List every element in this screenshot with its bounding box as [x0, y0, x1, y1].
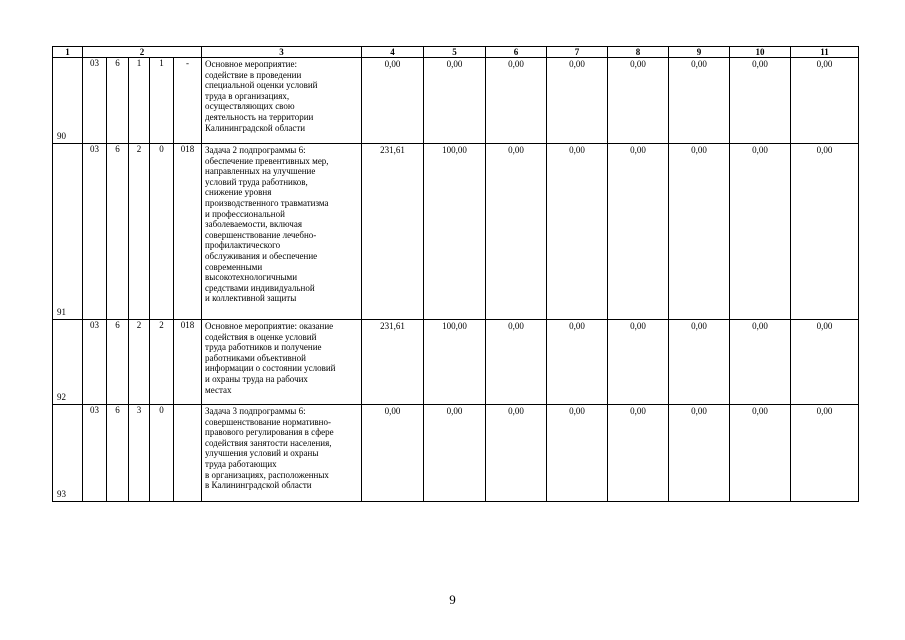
code-cell: 03 [83, 58, 107, 144]
header-cell-7: 7 [547, 47, 608, 58]
code-cell: 03 [83, 320, 107, 405]
value-cell: 0,00 [547, 405, 608, 502]
header-cell-3: 3 [202, 47, 362, 58]
value-cell: 0,00 [669, 58, 730, 144]
code-cell: 2 [150, 320, 174, 405]
value-cell: 0,00 [486, 58, 547, 144]
value-cell: 0,00 [424, 405, 486, 502]
code-cell: - [174, 58, 202, 144]
value-cell: 0,00 [791, 144, 859, 320]
code-cell: 2 [129, 144, 150, 320]
description-cell: Основное мероприятие: оказание содействия в оценке условий труда работников и получение работниками объективной информации о состоянии условий и охраны труда на рабочих местах [202, 320, 362, 405]
value-cell: 0,00 [486, 405, 547, 502]
value-cell: 0,00 [791, 405, 859, 502]
header-cell-1: 1 [53, 47, 83, 58]
value-cell: 0,00 [730, 58, 791, 144]
code-cell: 03 [83, 144, 107, 320]
code-cell [174, 405, 202, 502]
value-cell: 0,00 [730, 320, 791, 405]
code-cell: 018 [174, 144, 202, 320]
value-cell: 0,00 [362, 405, 424, 502]
header-cell-8: 8 [608, 47, 669, 58]
code-cell: 1 [129, 58, 150, 144]
code-cell: 3 [129, 405, 150, 502]
header-cell-2: 2 [83, 47, 202, 58]
row-number: 93 [53, 405, 83, 502]
code-cell: 0 [150, 405, 174, 502]
header-cell-5: 5 [424, 47, 486, 58]
header-cell-11: 11 [791, 47, 859, 58]
code-cell: 6 [107, 320, 129, 405]
description-cell: Задача 2 подпрограммы 6: обеспечение превентивных мер, направленных на улучшение условий труда работников, снижение уровня производственного травматизма и профессиональной заболеваемости, включая совершенствование лечебно- профилактического обслуживания и обеспечение современными высокотехнологичными средствами индивидуальной и коллективной защиты [202, 144, 362, 320]
value-cell: 0,00 [362, 58, 424, 144]
value-cell: 0,00 [608, 405, 669, 502]
table-header-row [53, 47, 859, 58]
table-row [53, 320, 859, 405]
header-cell-9: 9 [669, 47, 730, 58]
table-row [53, 405, 859, 502]
value-cell: 0,00 [486, 320, 547, 405]
table-row [53, 144, 859, 320]
value-cell: 0,00 [669, 320, 730, 405]
header-cell-10: 10 [730, 47, 791, 58]
value-cell: 0,00 [547, 320, 608, 405]
code-cell: 018 [174, 320, 202, 405]
header-cell-6: 6 [486, 47, 547, 58]
value-cell: 231,61 [362, 320, 424, 405]
code-cell: 6 [107, 144, 129, 320]
page-number: 9 [449, 592, 456, 607]
code-cell: 03 [83, 405, 107, 502]
budget-table [52, 46, 859, 502]
value-cell: 0,00 [547, 58, 608, 144]
value-cell: 100,00 [424, 144, 486, 320]
value-cell: 0,00 [791, 58, 859, 144]
description-cell: Основное мероприятие: содействие в проведении специальной оценки условий труда в организациях, осуществляющих свою деятельность на территории Калининградской области [202, 58, 362, 144]
code-cell: 6 [107, 58, 129, 144]
value-cell: 0,00 [730, 144, 791, 320]
row-number: 90 [53, 58, 83, 144]
code-cell: 0 [150, 144, 174, 320]
description-cell: Задача 3 подпрограммы 6: совершенствование нормативно- правового регулирования в сфере содействия занятости населения, улучшения условий и охраны труда работающих в организациях, расположенных в Калининградской области [202, 405, 362, 502]
value-cell: 0,00 [486, 144, 547, 320]
row-number: 91 [53, 144, 83, 320]
value-cell: 100,00 [424, 320, 486, 405]
row-number: 92 [53, 320, 83, 405]
value-cell: 231,61 [362, 144, 424, 320]
value-cell: 0,00 [791, 320, 859, 405]
code-cell: 2 [129, 320, 150, 405]
value-cell: 0,00 [424, 58, 486, 144]
value-cell: 0,00 [608, 58, 669, 144]
code-cell: 1 [150, 58, 174, 144]
value-cell: 0,00 [547, 144, 608, 320]
header-cell-4: 4 [362, 47, 424, 58]
value-cell: 0,00 [730, 405, 791, 502]
value-cell: 0,00 [608, 144, 669, 320]
value-cell: 0,00 [669, 405, 730, 502]
value-cell: 0,00 [669, 144, 730, 320]
code-cell: 6 [107, 405, 129, 502]
table-row [53, 58, 859, 144]
value-cell: 0,00 [608, 320, 669, 405]
